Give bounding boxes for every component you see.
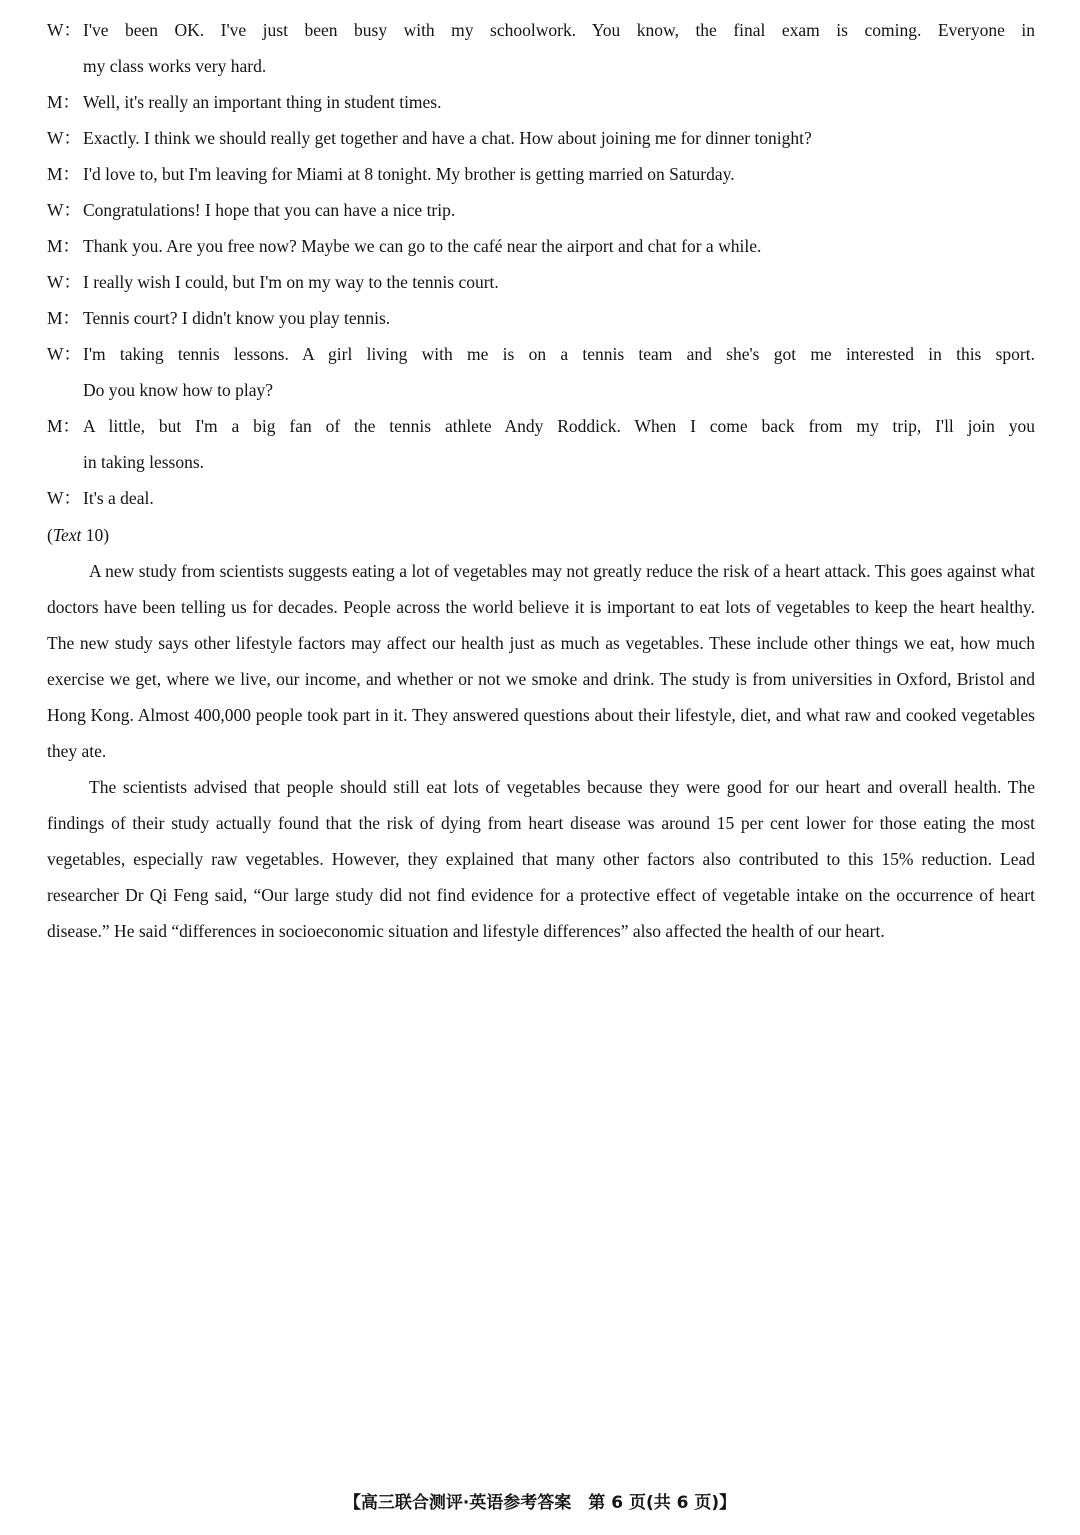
dialogue-turn	[47, 480, 1035, 516]
speaker-label: W：	[47, 200, 82, 220]
passage-paragraph: A new study from scientists suggests eating a lot of vegetables may not greatly reduce the risk of a heart attack. This goes against what doctors have been telling us for decades. People across the world believe it is important to eat lots of vegetables to keep the heart healthy. The new study says other lifestyle factors may affect our health just as much as vegetables. These include other things we eat, how much exercise we get, where we live, our income, and whether or not we smoke and drink. The study is from universities in Oxford, Bristol and Hong Kong. Almost 400,000 people took part in it. They answered questions about their lifestyle, diet, and what raw and cooked vegetables they ate.	[47, 561, 1035, 761]
speech-line: I've been OK. I've just been busy with my schoolwork. You know, the final exam is coming. Everyone in	[83, 20, 1035, 40]
dialogue-turn	[47, 84, 1035, 120]
text-label-word: Text	[52, 525, 82, 545]
speaker-label: M：	[47, 164, 81, 184]
text-label-number: 10	[81, 525, 104, 545]
monologue-passage	[47, 553, 1035, 949]
text-label-close: )	[103, 525, 110, 545]
speech-line: Well, it's really an important thing in student times.	[83, 92, 442, 112]
dialogue-turn	[47, 228, 1035, 264]
dialogue-turn	[47, 300, 1035, 336]
page-footer: 【高三联合测评·英语参考答案 第 6 页(共 6 页)】	[343, 1493, 737, 1513]
dialogue-turn	[47, 408, 1035, 480]
dialogue-turn	[47, 120, 1035, 156]
speech-text	[83, 336, 1035, 408]
speaker-label: W：	[47, 344, 82, 364]
speech-text	[83, 408, 1035, 480]
speech-line: It's a deal.	[83, 488, 154, 508]
speaker-label: M：	[47, 416, 81, 436]
speaker-label: M：	[47, 236, 81, 256]
speech-line: I'm taking tennis lessons. A girl living with me is on a tennis team and she's got me interested in this sport.	[83, 344, 1035, 364]
dialogue-turn	[47, 336, 1035, 408]
speech-line: Tennis court? I didn't know you play tennis.	[83, 308, 391, 328]
speech-line: Do you know how to play?	[83, 380, 274, 400]
passage-paragraph: The scientists advised that people should still eat lots of vegetables because they were good for our heart and overall health. The findings of their study actually found that the risk of dying from heart disease was around 15 per cent lower for those eating the most vegetables, especially raw vegetables. However, they explained that many other factors also contributed to this 15% reduction. Lead researcher Dr Qi Feng said, “Our large study did not find evidence for a protective effect of vegetable intake on the occurrence of heart disease.” He said “differences in socioeconomic situation and lifestyle differences” also affected the health of our heart.	[47, 777, 1035, 941]
speech-line: my class works very hard.	[83, 56, 267, 76]
dialogue-turn	[47, 192, 1035, 228]
speech-line: in taking lessons.	[83, 452, 205, 472]
text-label-open: (	[47, 525, 53, 545]
speech-line: A little, but I'm a big fan of the tennis athlete Andy Roddick. When I come back from my trip, I'll join you	[83, 416, 1035, 436]
speaker-label: M：	[47, 308, 81, 328]
speaker-label: M：	[47, 92, 81, 112]
speaker-label: W：	[47, 20, 82, 40]
speech-line: Exactly. I think we should really get together and have a chat. How about joining me for dinner tonight?	[83, 128, 812, 148]
speaker-label: W：	[47, 488, 82, 508]
text-section-label	[47, 517, 109, 553]
speech-line: I'd love to, but I'm leaving for Miami at 8 tonight. My brother is getting married on Saturday.	[83, 164, 735, 184]
speech-line: Congratulations! I hope that you can have a nice trip.	[83, 200, 456, 220]
speech-line: I really wish I could, but I'm on my way to the tennis court.	[83, 272, 499, 292]
dialogue-turn	[47, 12, 1035, 84]
speaker-label: W：	[47, 128, 82, 148]
dialogue-turn	[47, 264, 1035, 300]
dialogue-turn	[47, 156, 1035, 192]
dialogue-transcript	[47, 12, 1035, 516]
speaker-label: W：	[47, 272, 82, 292]
speech-text	[83, 12, 1035, 84]
speech-line: Thank you. Are you free now? Maybe we can go to the café near the airport and chat for a while.	[83, 236, 762, 256]
